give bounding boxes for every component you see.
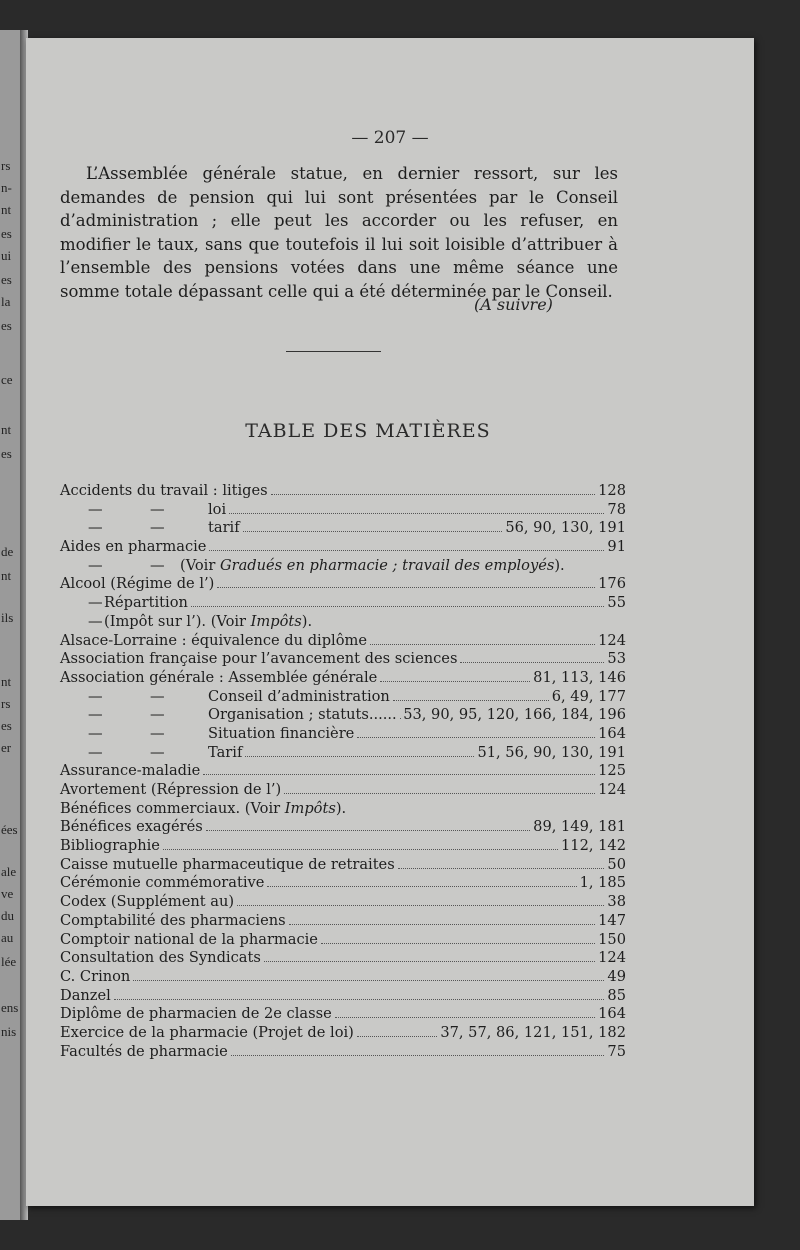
- toc-entry-text: (Voir: [180, 556, 220, 574]
- toc-page-numbers: 55: [607, 594, 626, 612]
- left-page-fragment: nis: [1, 1024, 17, 1039]
- left-page-fragment: au: [1, 930, 14, 945]
- toc-page-numbers: 91: [607, 538, 626, 556]
- toc-entry-label: [60, 968, 130, 985]
- toc-entry-text: Aides en pharmacie: [60, 538, 207, 556]
- dot-leader: [393, 689, 549, 701]
- toc-entry-text: Caisse mutuelle pharmaceutique de retraites: [60, 855, 395, 873]
- dot-leader: [206, 819, 530, 831]
- toc-entry-text: Répartition: [104, 594, 188, 612]
- ditto-mark: —: [150, 706, 165, 724]
- toc-page-numbers: 124: [598, 631, 626, 649]
- toc-entry: [60, 987, 626, 1006]
- left-page-fragment: es: [1, 272, 12, 287]
- toc-entry-text: Comptabilité des pharmaciens: [60, 911, 286, 929]
- toc-page-numbers: 125: [598, 762, 626, 780]
- left-page-fragment: ens: [1, 1000, 19, 1015]
- ditto-mark: —: [150, 743, 165, 761]
- toc-entry: [60, 744, 626, 763]
- dot-leader: [163, 838, 558, 850]
- ditto-mark: —: [88, 743, 103, 761]
- toc-entry: [60, 949, 626, 968]
- dot-leader: [133, 969, 604, 981]
- toc-entry-text: loi: [208, 500, 227, 518]
- left-page-fragment: es: [1, 718, 12, 733]
- toc-entry-text: Bibliographie: [60, 837, 160, 855]
- toc-entry-label: [60, 987, 111, 1004]
- toc-entry-text: Assurance-maladie: [60, 762, 201, 780]
- dot-leader: [237, 894, 604, 906]
- ditto-mark: —: [150, 724, 165, 742]
- left-page-fragment: nt: [1, 202, 12, 217]
- toc-entry: [60, 762, 626, 781]
- toc-entry-label: [60, 1005, 332, 1022]
- dot-leader: [267, 875, 576, 887]
- toc-entry: [60, 538, 626, 557]
- toc-entry: [60, 968, 626, 987]
- toc-entry-label: [60, 613, 312, 630]
- toc-entry-text: ).: [301, 612, 313, 630]
- toc-page-numbers: 112, 142: [561, 837, 626, 855]
- toc-entry-label: [60, 706, 397, 723]
- left-page-fragment: rs: [1, 158, 11, 173]
- toc-entry: [60, 575, 626, 594]
- toc-entry: [60, 725, 626, 744]
- toc-entry-label: [60, 781, 281, 798]
- dot-leader: [209, 539, 604, 551]
- ditto-mark: —: [88, 612, 103, 630]
- toc-entry: [60, 613, 626, 632]
- left-page-fragment: ées: [1, 822, 18, 837]
- table-of-contents: [60, 482, 626, 1061]
- left-page-fragment: nt: [1, 422, 12, 437]
- toc-page-numbers: 53: [607, 650, 626, 668]
- toc-page-numbers: 37, 57, 86, 121, 151, 182: [440, 1023, 626, 1041]
- toc-entry: [60, 931, 626, 950]
- toc-entry: [60, 706, 626, 725]
- toc-entry-label: [60, 669, 377, 686]
- toc-entry-label: [60, 949, 261, 966]
- toc-entry: [60, 557, 626, 576]
- toc-page-numbers: 128: [598, 482, 626, 499]
- toc-page-numbers: 78: [607, 500, 626, 518]
- dot-leader: [191, 595, 605, 607]
- toc-entry-label: [60, 1024, 354, 1041]
- left-page-fragment: du: [1, 908, 14, 923]
- toc-heading: TABLE DES MATIÈRES: [245, 420, 491, 442]
- toc-page-numbers: 150: [598, 930, 626, 948]
- toc-page-numbers: 81, 113, 146: [533, 668, 626, 686]
- toc-entry-label: [60, 688, 390, 705]
- left-page-fragment: nt: [1, 568, 12, 583]
- left-page-fragment: nt: [1, 674, 12, 689]
- left-page-fragment: ve: [1, 886, 14, 901]
- toc-entry-label: [60, 575, 214, 592]
- toc-entry: [60, 837, 626, 856]
- toc-entry-label: [60, 874, 264, 891]
- toc-entry-label: [60, 632, 367, 649]
- ditto-mark: —: [150, 500, 165, 518]
- left-page-fragment: de: [1, 544, 14, 559]
- toc-page-numbers: 75: [607, 1042, 626, 1060]
- page-number: — 207 —: [351, 128, 429, 148]
- toc-page-numbers: 124: [598, 781, 626, 798]
- ditto-mark: —: [150, 556, 165, 574]
- dot-leader: [271, 483, 595, 495]
- toc-entry-label: [60, 519, 240, 536]
- toc-entry-text: Codex (Supplément au): [60, 893, 235, 911]
- toc-entry-italic: Gradués en pharmacie ; travail des employés: [219, 556, 555, 574]
- toc-entry: [60, 856, 626, 875]
- toc-entry: [60, 594, 626, 613]
- toc-entry-text: Tarif: [208, 743, 243, 761]
- toc-entry-text: Alsace-Lorraine : équivalence du diplôme: [60, 631, 367, 649]
- toc-entry-text: Bénéfices exagérés: [60, 818, 203, 836]
- toc-entry-text: Alcool (Régime de l’): [60, 575, 215, 593]
- ditto-mark: —: [88, 500, 103, 518]
- toc-page-numbers: 124: [598, 949, 626, 967]
- ditto-mark: —: [88, 519, 103, 537]
- toc-entry-label: [60, 482, 268, 499]
- dot-leader: [380, 670, 530, 682]
- ditto-mark: —: [88, 594, 103, 612]
- toc-entry-italic: Impôts: [250, 612, 302, 630]
- dot-leader: [284, 782, 595, 794]
- dot-leader: [245, 745, 474, 757]
- to-be-continued-note: (A suivre): [474, 295, 553, 314]
- dot-leader: [264, 950, 595, 962]
- left-page-fragment: ale: [1, 864, 17, 879]
- toc-entry: [60, 781, 626, 800]
- toc-entry: [60, 650, 626, 669]
- left-page-fragment: la: [1, 294, 11, 309]
- left-page-fragment: ui: [1, 248, 12, 263]
- left-page-fragment: er: [1, 740, 12, 755]
- toc-entry-label: [60, 893, 234, 910]
- toc-entry-italic: Impôts: [284, 799, 336, 817]
- toc-page-numbers: 85: [607, 986, 626, 1004]
- dot-leader: [231, 1044, 605, 1056]
- toc-entry-text: Avortement (Répression de l’): [60, 781, 282, 798]
- toc-entry-text: Comptoir national de la pharmacie: [60, 930, 318, 948]
- ditto-mark: —: [88, 706, 103, 724]
- toc-entry-label: [60, 538, 206, 555]
- toc-entry-text: Conseil d’administration: [208, 687, 390, 705]
- toc-entry-label: [60, 762, 200, 779]
- toc-entry: [60, 874, 626, 893]
- ditto-mark: —: [88, 687, 103, 705]
- toc-page-numbers: 89, 149, 181: [533, 818, 626, 836]
- left-page-fragment: lée: [1, 954, 17, 969]
- toc-entry-text: Consultation des Syndicats: [60, 949, 261, 967]
- toc-entry: [60, 632, 626, 651]
- left-page-fragment: es: [1, 446, 12, 461]
- toc-entry-text: Diplôme de pharmacien de 2e classe: [60, 1005, 332, 1023]
- toc-entry-text: Accidents du travail : litiges: [60, 482, 268, 499]
- toc-page-numbers: 51, 56, 90, 130, 191: [477, 743, 626, 761]
- dot-leader: [321, 932, 595, 944]
- toc-page-numbers: 176: [598, 575, 626, 593]
- toc-entry: [60, 893, 626, 912]
- toc-page-numbers: 50: [607, 855, 626, 873]
- toc-page-numbers: 147: [598, 911, 626, 929]
- toc-entry-label: [60, 837, 160, 854]
- left-page-fragment: rs: [1, 696, 11, 711]
- toc-entry-text: Association française pour l’avancement des sciences: [60, 650, 458, 668]
- toc-entry-label: [60, 1043, 228, 1060]
- toc-entry-label: [60, 931, 318, 948]
- toc-entry: [60, 501, 626, 520]
- toc-entry-label: [60, 800, 346, 817]
- toc-entry-text: Bénéfices commerciaux. (Voir: [60, 799, 285, 817]
- document-page: [26, 38, 754, 1206]
- toc-entry: [60, 800, 626, 819]
- toc-entry-label: [60, 912, 286, 929]
- toc-entry: [60, 1043, 626, 1062]
- ditto-mark: —: [150, 687, 165, 705]
- toc-entry: [60, 482, 626, 501]
- toc-entry: [60, 912, 626, 931]
- toc-entry: [60, 688, 626, 707]
- toc-page-numbers: 38: [607, 893, 626, 911]
- dot-leader: [335, 1006, 595, 1018]
- dot-leader: [400, 707, 401, 719]
- toc-entry-text: Situation financière: [208, 724, 355, 742]
- toc-entry: [60, 669, 626, 688]
- toc-entry-label: [60, 650, 457, 667]
- dot-leader: [460, 651, 604, 663]
- toc-page-numbers: 49: [607, 967, 626, 985]
- toc-entry: [60, 818, 626, 837]
- toc-entry-text: Organisation ; statuts......: [208, 706, 397, 724]
- toc-entry-text: ).: [335, 799, 347, 817]
- toc-entry-text: ).: [554, 556, 565, 574]
- dot-leader: [289, 913, 596, 925]
- toc-entry-text: Exercice de la pharmacie (Projet de loi): [60, 1023, 354, 1041]
- left-page-fragment: es: [1, 226, 12, 241]
- left-page-fragment: n-: [1, 180, 12, 195]
- toc-entry-label: [60, 856, 395, 873]
- section-divider: [286, 351, 381, 352]
- ditto-mark: —: [88, 724, 103, 742]
- toc-page-numbers: 1, 185: [579, 874, 626, 892]
- toc-entry-label: [60, 818, 203, 835]
- ditto-mark: —: [88, 556, 103, 574]
- dot-leader: [243, 520, 503, 532]
- toc-entry-text: tarif: [208, 519, 240, 537]
- dot-leader: [217, 576, 595, 588]
- toc-entry: [60, 519, 626, 538]
- dot-leader: [370, 633, 595, 645]
- toc-page-numbers: 56, 90, 130, 191: [505, 519, 626, 537]
- toc-entry: [60, 1024, 626, 1043]
- toc-page-numbers: 164: [598, 724, 626, 742]
- toc-entry-label: [60, 725, 354, 742]
- dot-leader: [357, 726, 595, 738]
- left-page-fragment: es: [1, 318, 12, 333]
- toc-entry-label: [60, 501, 226, 518]
- toc-page-numbers: 164: [598, 1005, 626, 1023]
- dot-leader: [357, 1025, 437, 1037]
- ditto-mark: —: [150, 519, 165, 537]
- left-page-fragment: ce: [1, 372, 13, 387]
- toc-page-numbers: 6, 49, 177: [551, 687, 626, 705]
- dot-leader: [229, 502, 604, 514]
- toc-entry-label: [60, 557, 565, 574]
- toc-entry-text: Cérémonie commémorative: [60, 874, 265, 892]
- left-page-fragment: ils: [1, 610, 14, 625]
- toc-entry-text: Association générale : Assemblée générale: [60, 668, 378, 686]
- toc-entry-text: (Impôt sur l’). (Voir: [104, 612, 251, 630]
- toc-entry-text: Danzel: [60, 986, 111, 1004]
- toc-entry-label: [60, 744, 242, 761]
- toc-entry-text: Facultés de pharmacie: [60, 1042, 228, 1060]
- toc-entry: [60, 1005, 626, 1024]
- dot-leader: [398, 857, 605, 869]
- toc-entry-text: C. Crinon: [60, 967, 131, 985]
- toc-entry-label: [60, 594, 188, 611]
- toc-page-numbers: 53, 90, 95, 120, 166, 184, 196: [403, 706, 626, 724]
- body-paragraph: L’Assemblée générale statue, en dernier ressort, sur les demandes de pension qui lui sont présentées par le Conseil d’administration ; elle peut les accorder ou les refuser, en modifier le taux, sans que toutefois il lui soit loisible d’attribuer à l’ensemble des pensions votées dans une même séance une somme totale dépassant celle qui a été déterminée par le Conseil.: [60, 164, 618, 301]
- dot-leader: [114, 988, 605, 1000]
- dot-leader: [203, 763, 595, 775]
